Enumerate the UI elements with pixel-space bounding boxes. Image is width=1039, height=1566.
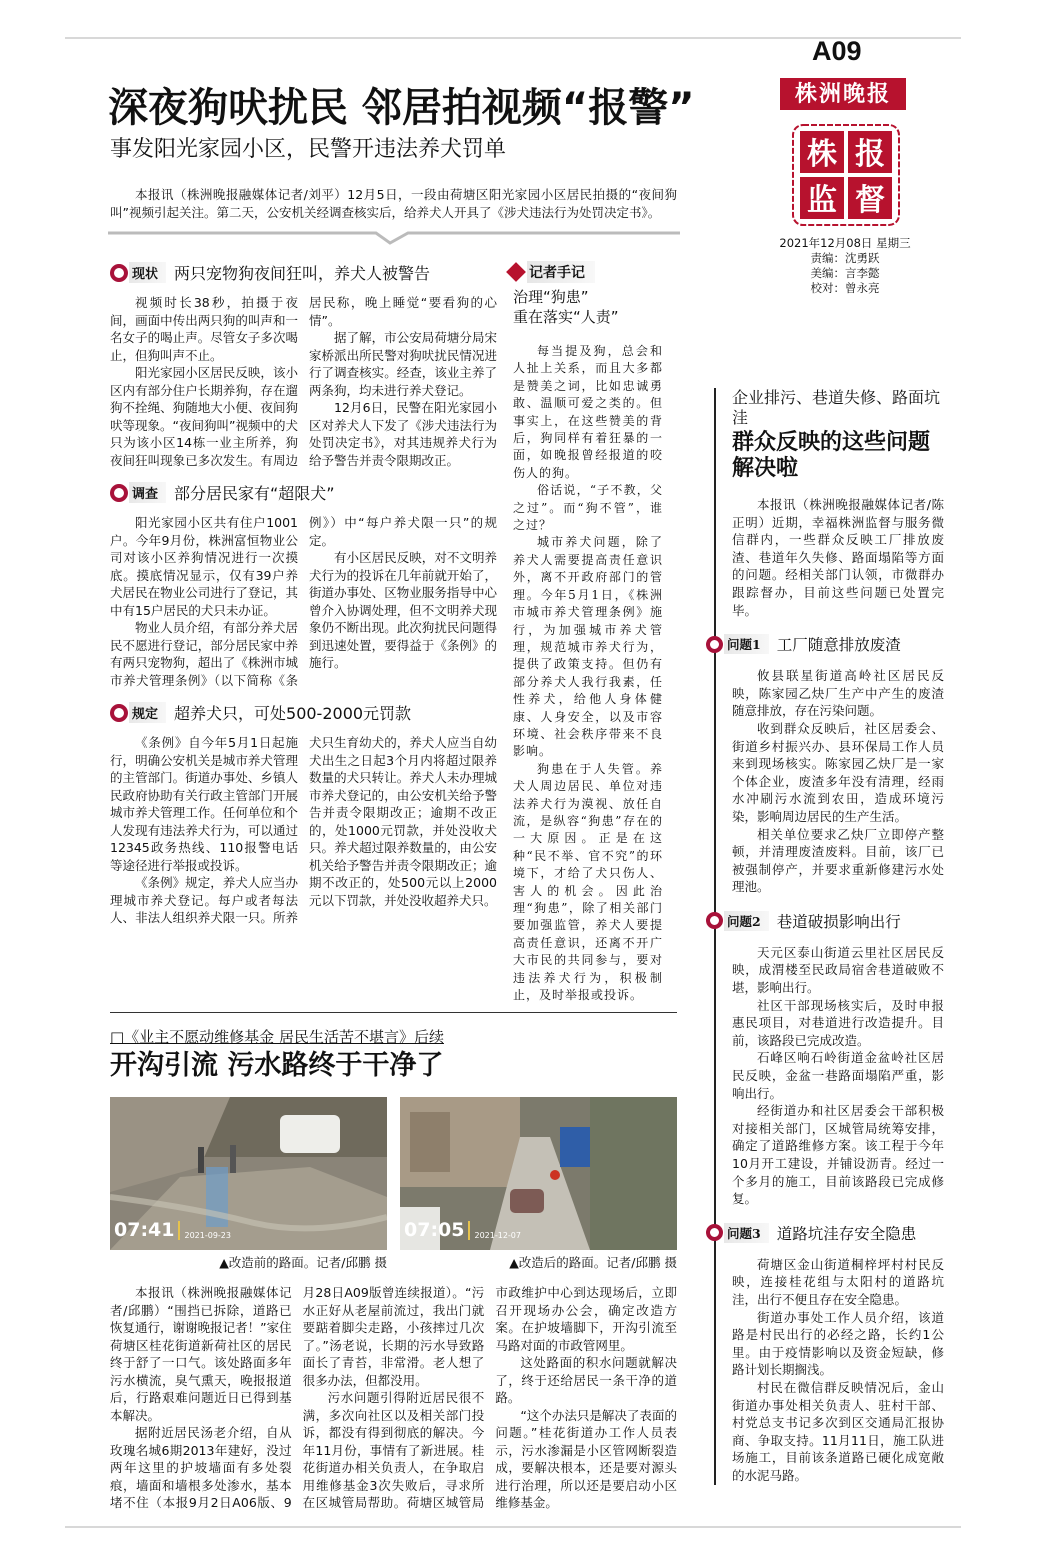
story3-headline: 群众反映的这些问题解决啦 (732, 430, 931, 481)
issue-heading-2 (706, 910, 944, 932)
paragraph: 12月6日，民警在阳光家园小区对养犬人下发了《涉犬违法行为处罚决定书》，对其违规养犬行为给予警告并责令限期改正。 (309, 400, 497, 468)
paragraph: “这个办法只是解决了表面的问题。”桂花街道办工作人员表示，污水渗漏是小区管网断裂造成，要解决根本，还是要对源头进行治理，所以还是要启动小区维修基金。 (495, 1407, 677, 1511)
section-heading-status (110, 261, 497, 284)
issue-body-3 (732, 1256, 944, 1485)
paragraph: 阳光家园小区居民反映，该小区内有部分住户长期养狗，存在遛狗不拴绳、狗随地大小便、夜间狗吠等现象。“夜间狗叫”视频中的犬只为该小区14栋一业主所养，狗夜间狂叫现象已多次发生。有周边居民称，晚上睡觉“要看狗的心情”。 (110, 295, 497, 468)
reporter-notes (513, 261, 663, 1004)
issue-body-1 (732, 667, 944, 896)
seal-char: 督 (855, 183, 885, 218)
left-column (110, 186, 677, 1512)
paragraph: 经街道办和社区居委会干部积极对接相关部门，区城管局统筹安排，确定了道路维修方案。该工程于今年10月开工建设，并铺设沥青。经过一个多月的施工，目前该路段已完成修复。 (732, 1103, 944, 1207)
story-divider (110, 1012, 677, 1013)
right-column (714, 388, 944, 1485)
story1-sections (110, 261, 497, 939)
paragraph: 视频时长38秒，拍摄于夜间，画面中传出两只狗的叫声和一名女子的喝止声。尽管女子多次喝止，但狗叫声不止。 (110, 295, 298, 363)
paragraph: 污水问题引得附近居民很不满，多次向社区以及相关部门投诉，都没有得到彻底的解决。今年11月份，事情有了新进展。桂花街道办相关负责人，在争取启用维修基金3次失败后，寻求所在区城管局帮助。荷塘区城管局市政维护中心到达现场后，立即召开现场办公会，确定改造方案。在护坡墙脚下，开沟引流至马路对面的市政管网里。 (302, 1285, 677, 1511)
paragraph: 每当提及狗，总会和人扯上关系，而且大多都是赞美之词，比如忠诚勇敢、温顺可爱之类的。但事实上，在这些赞美的背后，狗同样有着狂暴的一面，如晚报曾经报道的咬伤人的狗。 (513, 344, 663, 480)
main-headline: 深夜狗吠扰民 邻居拍视频“报警” (108, 85, 695, 131)
paragraph: 本报讯（株洲晚报融媒体记者/邱鹏）“围挡已拆除，道路已恢复通行，谢谢晚报记者！”家住荷塘区桂花街道新荷社区的居民终于舒了一口气。该处路面多年污水横流，臭气熏天，晚报报道后，行路艰难问题近日已得到基本解决。 (110, 1285, 292, 1423)
paragraph: 攸县联星街道高岭社区居民反映，陈家园乙炔厂生产中产生的废渣随意排放，存在污染问题。 (732, 668, 944, 719)
ring-icon (110, 264, 128, 282)
bottom-rule (65, 1526, 961, 1528)
timestamp-time: 07:05 (404, 1221, 470, 1240)
seal-char: 株 (807, 137, 837, 172)
section-title: 两只宠物狗夜间狂叫，养犬人被警告 (174, 264, 431, 283)
paragraph: 狗患在于人失管。养犬人周边居民、单位对违法养犬行为漠视、放任自流，是纵容“狗患”存在的一大原因。正是在这种“民不举、官不究”的环境下，才给了犬只伤人、害人的机会。因此治理“狗患”，除了相关部门要加强监管，养犬人要提高责任意识，还离不开广大市民的共同参与，要对违法养犬行为，积极制止，及时举报或投诉。 (513, 761, 663, 1003)
paragraph: 石峰区响石岭街道金盆岭社区居民反映，金盆一巷路面塌陷严重，影响出行。 (732, 1050, 944, 1101)
pen-icon (506, 262, 526, 282)
issue-tag: 问题1 (724, 634, 769, 654)
issue-heading-1 (706, 633, 944, 655)
main-subheadline: 事发阳光家园小区，民警开违法养犬罚单 (110, 137, 507, 162)
photo-after (400, 1097, 677, 1250)
paragraph: 《条例》规定，养犬人应当办理城市养犬登记。每户或者每法人、非法人组织养犬限一只。所养犬只生育幼犬的，养犬人应当自幼犬出生之日起3个月内将超过限养数量的犬只转让。养犬人未办理城市养犬登记的，由公安机关给予警告并责令限期改正；逾期不改正的，处1000元罚款，并处没收犬只。养犬超过限养数量的，由公安机关给予警告并责令限期改正；逾期不改正的，处500元以上2000元以下罚款，并处没收超养犬只。 (110, 735, 497, 925)
designer-credit: 美编：言李懿 (810, 266, 880, 280)
photo-caption: ▲改造后的路面。记者/邱鹏 摄 (509, 1255, 677, 1271)
story2-headline: 开沟引流 污水路终于干净了 (110, 1050, 444, 1082)
ring-icon (706, 1224, 723, 1241)
lead-paragraph: 本报讯（株洲晚报融媒体记者/刘平）12月5日，一段由荷塘区阳光家园小区居民拍摄的“夜间狗叫”视频引起关注。第二天，公安机关经调查核实后，给养犬人开具了《涉犬违法行为处罚决定书》。 (110, 187, 677, 220)
issue-date: 2021年12月08日 星期三 (779, 236, 911, 250)
paragraph: 阳光家园小区共有住户1001户。今年9月份，株洲富恒物业公司对该小区养狗情况进行一次摸底。摸底情况显示，仅有39户养犬居民在物业公司进行了登记，其中有15户居民的犬只未办证。 (110, 515, 298, 618)
paragraph: 街道办事处工作人员介绍，该道路是村民出行的必经之路，长约1公里。由于疫情影响以及资金短缺，修路计划长期搁浅。 (732, 1309, 944, 1378)
reporter-notes-body (513, 343, 663, 1004)
section-title: 部分居民家有“超限犬” (174, 484, 335, 503)
paragraph: 城市养犬问题，除了养犬人需要提高责任意识外，离不开政府部门的管理。今年5月1日，《株洲市城市养犬管理条例》施行，为加强城市养犬管理，规范城市养犬行为，提供了政策支持。但仍有部分养犬人我行我素，任性养犬，给他人身体健康、人身安全，以及市容环境、社会秩序带来不良影响。 (513, 535, 663, 759)
story3-lead (732, 496, 944, 619)
ring-icon (110, 704, 128, 722)
paragraph: 物业人员介绍，有部分养犬居民不愿进行登记，部分居民家中养有两只宠物狗，超出了《株洲市城市养犬管理条例》（以下简称《条例》）中“每户养犬限一只”的规定。 (110, 515, 497, 688)
issue-heading-3 (706, 1222, 944, 1244)
ring-icon (706, 636, 723, 653)
paragraph: 荷塘区金山街道桐梓坪村村民反映，连接桂花组与太阳村的道路坑洼，出行不便且存在安全隐患。 (732, 1256, 944, 1307)
page-number: A09 (812, 36, 862, 66)
photo-row (110, 1097, 677, 1272)
notes-title: 重在落实“人责” (513, 308, 619, 326)
paragraph: 相关单位要求乙炔厂立即停产整顿，并清理废渣废料。目前，该厂已被强制停产，并要求重新修建污水处理池。 (732, 826, 944, 895)
notes-tag-label: 记者手记 (527, 261, 595, 283)
story2-body (110, 1284, 677, 1512)
issue-tag: 问题3 (724, 1223, 769, 1243)
paragraph: 俗话说，“子不教，父之过”。而“狗不管”，谁之过？ (513, 483, 663, 533)
section-title: 超养犬只，可处500-2000元罚款 (174, 704, 412, 723)
photo-block (400, 1097, 677, 1272)
issue-title: 巷道破损影响出行 (776, 912, 901, 931)
lead-divider (108, 227, 680, 247)
paragraph: 收到群众反映后，社区居委会、街道乡村振兴办、县环保局工作人员来到现场核实。陈家园乙炔厂是一家个体企业，废渣多年没有清理，经雨水冲刷污水流到农田，造成环境污染，影响周边居民的生产生活。 (732, 720, 944, 824)
reporter-notes-tag (509, 261, 663, 283)
seal-logo (790, 122, 902, 228)
paragraph: 据了解，市公安局荷塘分局宋家桥派出所民警对狗吠扰民情况进行了调查核实。经查，该业主养了两条狗，均未进行养犬登记。 (309, 330, 497, 398)
photo-caption: ▲改造前的路面。记者/邱鹏 摄 (219, 1255, 387, 1271)
section-heading-regulation (110, 701, 497, 724)
series-label: □《业主不愿动维修基金 居民生活苦不堪言》后续 (110, 1028, 444, 1047)
section-body-investigation (110, 514, 497, 689)
masthead-logo: 株洲晚报 (780, 78, 906, 110)
editor-credit: 责编：沈勇跃 (810, 251, 880, 265)
paragraph: 村民在微信群反映情况后，金山街道办事处相关负责人、驻村干部、村党总支书记多次到区交通局汇报协商、争取支持。11月11日，施工队进场施工，目前该条道路已硬化成宽敞的水泥马路。 (732, 1379, 944, 1483)
section-tag: 规定 (129, 702, 166, 723)
section-tag: 调查 (129, 482, 166, 503)
section-body-regulation (110, 734, 497, 927)
issue-title: 工厂随意排放废渣 (776, 636, 901, 655)
timestamp-date: 2021-09-23 (184, 1231, 231, 1241)
timestamp-date: 2021-12-07 (474, 1231, 521, 1241)
proofreader-credit: 校对：曾永亮 (810, 281, 880, 295)
paragraph: 社区干部现场核实后，及时申报惠民项目，对巷道进行改造提升。目前，该路段已完成改造。 (732, 997, 944, 1048)
seal-char: 监 (807, 183, 837, 218)
notes-title: 治理“狗患” (513, 288, 589, 306)
ring-icon (110, 484, 128, 502)
photo-block (110, 1097, 387, 1272)
ring-icon (706, 912, 723, 929)
paragraph: 据附近居民汤老介绍，自从玫瑰名城6期2013年建好，没过两年这里的护坡墙面有多处裂痕，墙面和墙根多处渗水，基本堵不住（本报9月2日A06版、9月28日A09版曾连续报道）。“污水正好从老屋前流过，我出门就要踮着脚尖走路，小孩摔过几次了。”汤老说，长期的污水导致路面长了青苔，非常滑。老人想了很多办法，但都没用。 (110, 1285, 485, 1511)
paragraph: 本报讯（株洲晚报融媒体记者/陈正明）近期，幸福株洲监督与服务微信群内，一些群众反映工厂排放废渣、巷道年久失修、路面塌陷等方面的问题。经相关部门认领，市微群办跟踪督办，目前这些问题已处置完毕。 (732, 497, 944, 618)
paragraph: 天元区泰山街道云里社区居民反映，成渭楼至民政局宿舍巷道破败不堪，影响出行。 (732, 944, 944, 996)
paragraph: 《条例》自今年5月1日起施行，明确公安机关是城市养犬管理的主管部门。街道办事处、乡镇人民政府协助有关行政主管部门开展城市养犬管理工作。任何单位和个人发现有违法养犬行为，可以通过12345政务热线、110报警电话等途径进行举报或投诉。 (110, 735, 298, 873)
paragraph: 这处路面的积水问题就解决了，终于还给居民一条干净的道路。 (495, 1355, 677, 1406)
photo-timestamp (114, 1221, 231, 1240)
issue-title: 道路坑洼存安全隐患 (776, 1224, 917, 1243)
section-tag: 现状 (129, 262, 166, 283)
issue-body-2 (732, 944, 944, 1208)
photo-before (110, 1097, 387, 1250)
section-heading-investigation (110, 481, 497, 504)
story3-kicker: 企业排污、巷道失修、路面坑洼 (732, 388, 941, 427)
seal-char: 报 (855, 137, 885, 172)
issue-tag: 问题2 (724, 911, 769, 931)
timestamp-time: 07:41 (114, 1221, 180, 1240)
story1-body (110, 261, 677, 1004)
section-body-status (110, 294, 497, 469)
paragraph: 有小区居民反映，对不文明养犬行为的投诉在几年前就开始了，街道办事处、区物业服务指导中心曾介入协调处理，但不文明养犬现象仍不断出现。此次狗扰民问题得到迅速处置，要得益于《条例》的施行。 (309, 550, 497, 670)
photo-timestamp (404, 1221, 521, 1240)
